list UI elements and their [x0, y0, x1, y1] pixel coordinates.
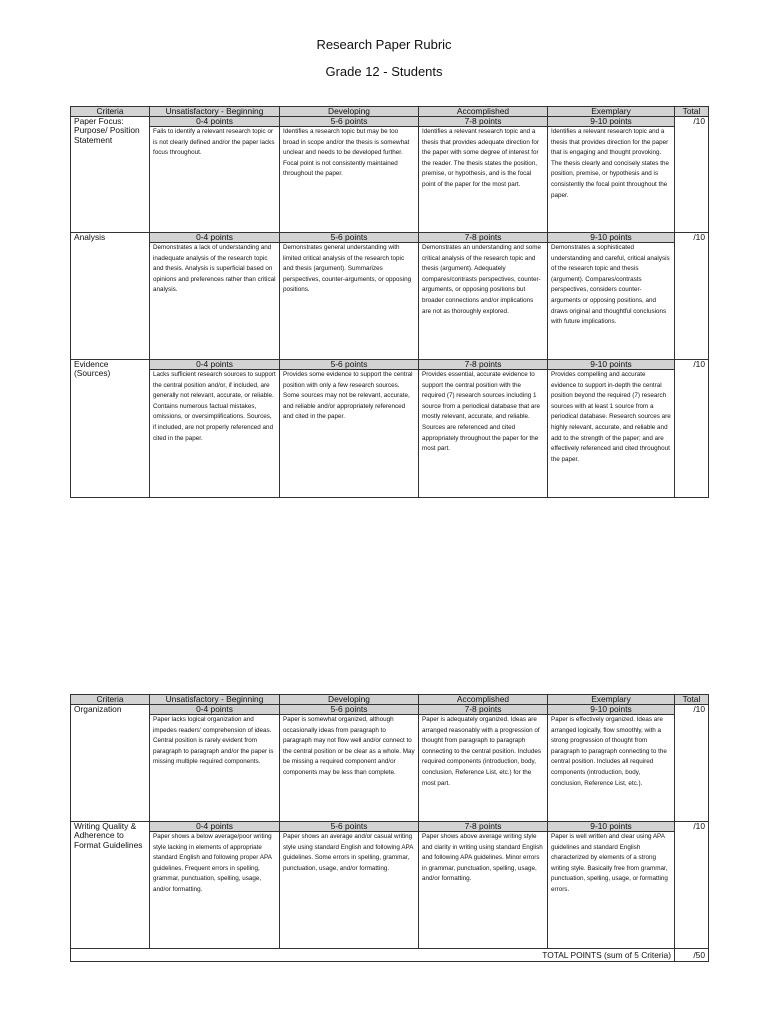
header-developing: Developing [280, 107, 419, 117]
descriptor-cell: Fails to identify a relevant research topic or is not clearly defined and/or the paper lacks focus throughout. [150, 127, 280, 233]
descriptor-cell: Identifies a relevant research topic and a thesis that provides adequate direction for the paper with some degree of interest for the reader. The thesis states the position, premise, or hypothesis, and is the focal point of the paper for the most part. [419, 127, 548, 233]
descriptor-cell: Paper is adequately organized. Ideas are arranged reasonably with a progression of thought from paragraph to paragraph connecting to the central position. Includes required components (introduction, body, conclusion, Reference List, etc.) for the most part. [419, 715, 548, 822]
header-criteria: Criteria [71, 107, 150, 117]
descriptor-cell: Lacks sufficient research sources to support the central position and/or, if included, are generally not relevant, accurate, or reliable. Contains numerous factual mistakes, omissions, or oversimplifications. Sources, if included, are not properly referenced and cited in the paper. [150, 370, 280, 498]
descriptor-cell: Demonstrates an understanding and some critical analysis of the research topic and thesis (argument). Adequately compares/contrasts perspectives, counter-arguments, or opposing positions but broader connections and/or implications are not as thoroughly explored. [419, 243, 548, 360]
level-points: 7-8 points [419, 117, 548, 127]
level-points: 0-4 points [150, 705, 280, 715]
descriptor-cell: Paper is effectively organized. Ideas are arranged logically, flow smoothly, with a strong progression of thought from paragraph to paragraph connecting to the central position. Includes all required components (introduction, body, conclusion, Reference List, etc.). [548, 715, 675, 822]
rubric-table-2 [70, 694, 709, 962]
header-developing: Developing [280, 695, 419, 705]
level-points: 7-8 points [419, 822, 548, 832]
level-points: 7-8 points [419, 705, 548, 715]
rubric-table-1 [70, 106, 709, 498]
criterion-total: /10 [675, 233, 709, 360]
header-exemplary: Exemplary [548, 695, 675, 705]
header-accomplished: Accomplished [419, 107, 548, 117]
header-accomplished: Accomplished [419, 695, 548, 705]
criterion-label: Evidence (Sources) [71, 360, 150, 498]
descriptor-cell: Demonstrates a sophisticated understanding and careful, critical analysis of the research topic and thesis (argument). Compares/contrasts perspectives, considers counter-arguments or opposing positions, and draws original and thoughtful conclusions with future implications. [548, 243, 675, 360]
descriptor-row [71, 127, 709, 233]
descriptor-cell: Identifies a relevant research topic and a thesis that provides direction for the paper that is engaging and thought provoking. The thesis clearly and concisely states the position, premise, or hypothesis and is consistently the focal point throughout the paper. [548, 127, 675, 233]
criterion-row [71, 233, 709, 243]
header-unsatisfactory: Unsatisfactory - Beginning [150, 695, 280, 705]
descriptor-row [71, 243, 709, 360]
level-points: 9-10 points [548, 117, 675, 127]
criterion-total: /10 [675, 117, 709, 233]
descriptor-cell: Paper shows a below average/poor writing style lacking in elements of appropriate standard English and following proper APA guidelines. Frequent errors in spelling, grammar, punctuation, spelling, usage, and/or formatting. [150, 832, 280, 949]
descriptor-cell: Provides compelling and accurate evidence to support in-depth the central position beyond the required (7) research sources with at least 1 source from a periodical database. Research sources are highly relevant, accurate, and reliable and add to the strength of the paper; and are effectively referenced and cited throughout the paper. [548, 370, 675, 498]
descriptor-row [71, 832, 709, 949]
descriptor-cell: Identifies a research topic but may be too broad in scope and/or the thesis is somewhat unclear and needs to be developed further. Focal point is not consistently maintained throughout the paper. [280, 127, 419, 233]
level-points: 9-10 points [548, 822, 675, 832]
header-row [71, 695, 709, 705]
criterion-label: Organization [71, 705, 150, 822]
descriptor-row [71, 715, 709, 822]
level-points: 9-10 points [548, 360, 675, 370]
descriptor-cell: Paper is well written and clear using APA guidelines and standard English characterized by elements of a strong writing style. Basically free from grammar, punctuation, spelling, usage, or formatting errors. [548, 832, 675, 949]
total-points-label: TOTAL POINTS (sum of 5 Criteria) [71, 949, 675, 962]
level-points: 7-8 points [419, 360, 548, 370]
criterion-row [71, 360, 709, 370]
descriptor-cell: Paper shows above average writing style and clarity in writing using standard English and following APA guidelines. Minor errors in grammar, punctuation, spelling, usage, and/or formatting. [419, 832, 548, 949]
level-points: 0-4 points [150, 822, 280, 832]
descriptor-cell: Provides essential, accurate evidence to support the central position with the required (7) research sources including 1 source from a periodical database that are mostly relevant, accurate, and reliable. Sources are referenced and cited appropriately throughout the paper for the most part. [419, 370, 548, 498]
header-total: Total [675, 695, 709, 705]
header-unsatisfactory: Unsatisfactory - Beginning [150, 107, 280, 117]
level-points: 5-6 points [280, 233, 419, 243]
level-points: 5-6 points [280, 822, 419, 832]
level-points: 5-6 points [280, 360, 419, 370]
criterion-total: /10 [675, 705, 709, 822]
descriptor-cell: Paper shows an average and/or casual writing style using standard English and following APA guidelines. Some errors in spelling, grammar, punctuation, usage, and/or formatting. [280, 832, 419, 949]
level-points: 9-10 points [548, 233, 675, 243]
criterion-total: /10 [675, 360, 709, 498]
descriptor-cell: Provides some evidence to support the central position with only a few research sources. Some sources may not be relevant, accurate, and reliable and/or appropriately referenced and cited in the paper. [280, 370, 419, 498]
page-subtitle: Grade 12 - Students [325, 64, 443, 79]
page-title: Research Paper Rubric [316, 37, 452, 52]
level-points: 5-6 points [280, 705, 419, 715]
header-row [71, 107, 709, 117]
header-total: Total [675, 107, 709, 117]
level-points: 5-6 points [280, 117, 419, 127]
total-points-value: /50 [675, 949, 709, 962]
descriptor-cell: Paper is somewhat organized, although occasionally ideas from paragraph to paragraph may not flow well and/or connect to the central position or be clear as a whole. May be missing a required component and/or components may be less than complete. [280, 715, 419, 822]
level-points: 0-4 points [150, 117, 280, 127]
header-exemplary: Exemplary [548, 107, 675, 117]
level-points: 7-8 points [419, 233, 548, 243]
criterion-row [71, 705, 709, 715]
header-criteria: Criteria [71, 695, 150, 705]
criterion-row [71, 117, 709, 127]
level-points: 0-4 points [150, 360, 280, 370]
criterion-total: /10 [675, 822, 709, 949]
criterion-label: Writing Quality & Adherence to Format Guidelines [71, 822, 150, 949]
criterion-row [71, 822, 709, 832]
criterion-label: Analysis [71, 233, 150, 360]
descriptor-cell: Demonstrates a lack of understanding and inadequate analysis of the research topic and thesis. Analysis is superficial based on opinions and preferences rather than critical analysis. [150, 243, 280, 360]
total-row [71, 949, 709, 962]
descriptor-row [71, 370, 709, 498]
descriptor-cell: Demonstrates general understanding with limited critical analysis of the research topic and thesis (argument). Summarizes perspectives, counter-arguments, or opposing positions. [280, 243, 419, 360]
level-points: 9-10 points [548, 705, 675, 715]
criterion-label: Paper Focus: Purpose/ Position Statement [71, 117, 150, 233]
descriptor-cell: Paper lacks logical organization and impedes readers' comprehension of ideas. Central position is rarely evident from paragraph to paragraph and/or the paper is missing multiple required components. [150, 715, 280, 822]
level-points: 0-4 points [150, 233, 280, 243]
